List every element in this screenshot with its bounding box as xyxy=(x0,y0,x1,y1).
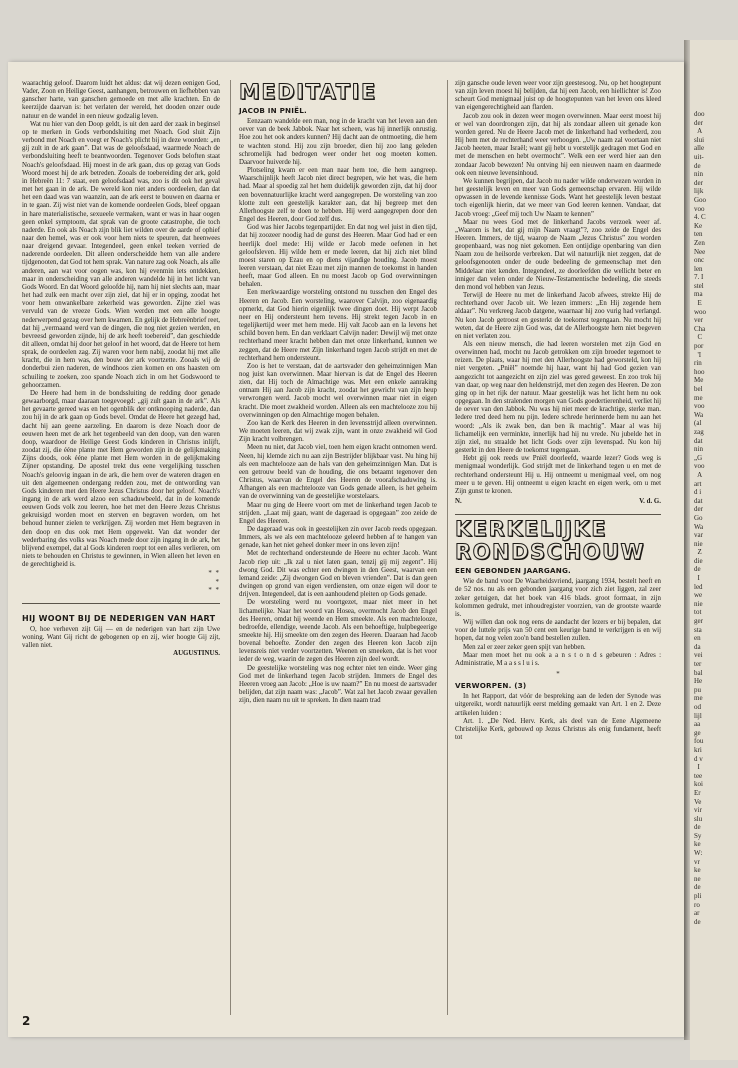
paragraph: Met de rechterhand ondersteunde de Heere nu echter Jacob. Want Jacob riep uit: „Ik zal u niet laten gaan, tenzij gij mij zegent”. Hij dwong God. Dit was echter een dwingen in den Geest, waarvan een lemand zeide: „Zij dwongen God en bleven vrienden”. Dat is dan geen dwingen op grond van eigen verdiensten, om onze eigen wil door te drijven. Integendeel, dat is een aanhoudend pleiten op Gods genade. xyxy=(239,550,437,599)
paragraph: Zoo is het te verstaan, dat de aartsvader den geheimzinnigen Man nog juist kan overwinnen. Maar hiervan is dat de Engel des Heeren zien, dat Hij toch de Almachtige was. Met een enkele aanraking ontnam Hij aan Jacob zijn kracht, zoodat het gewricht van zijn heup verwrongen werd. Jacob mocht wel overwinnen maar niet in eigen kracht. Die moet zwakheid worden. Alleen als een machtelooze zou hij overwinningen op den Almachtige mogen behalen. xyxy=(239,362,437,419)
signature-left: N. xyxy=(455,497,462,505)
paragraph: Een merkwaardige worsteling ontstond nu tusschen den Engel des Heeren en Jacob. Een worsteling, waarover Calvijn, zoo eigenaardig opmerkt, dat God hierin eigenlijk twee dingen doet. Hij werpt Jacob neer en Hij ondersteunt hem tevens. Hij strekt tegen Jacob in en tegelijkertijd weer met hem mede. Hij valt Jacob aan en la levens het schild boven hem. En dan verklaart Calvijn nader: Dewijl wij met onze rechterhand meer kracht hebben dan met onze linkerhand, kunnen we zeggen, dat de Heere met Zijn linkerhand tegen Jacob strijdt en met de rechterhand hem ondersteunt. xyxy=(239,289,437,362)
section-heading-rondschouw: RONDSCHOUW xyxy=(455,540,646,565)
paragraph: Maar nu wees God met de linkerhand Jacobs verzoek weer af. „Waarom is het, dat gij mijn Naam vraagt”?, zoo zeide de Engel des Heeren. Immers, de tijd, waarop de Naam „Jezus Christus” zou worden geopenbaard, was nog niet gekomen. Een ontijdige openbaring van dien Naam zou de heilsorde verbreken. Dat wil natuurlijk niet zeggen, dat de geloofsgenooten onder de oude bedeeling de gemeenschap met den Middelaar niet kenden. Integendeel, ze doorleefden die wellicht beter en inniger dan velen onder de Nieuw-Testamentische bedeeling, die steeds den mond vol hebben van Jezus. xyxy=(455,218,661,291)
section-heading-meditatie: MEDITATIE xyxy=(239,80,377,104)
paragraph: Maar nu ging de Heere voort om met de linkerhand tegen Jacob te strijden. „Laat mij gaan, want de dageraad is opgegaan” zoo zeide de Engel des Heeren. xyxy=(239,501,437,525)
column-right xyxy=(455,80,661,742)
paragraph: De worsteling werd nu voortgezet, maar niet meer in het lichamelijke. Naar het woord van Hosea, overmocht Jacob den Engel des Heeren, omdat hij weende en Hem smeekte. Als een machtelooze, bedroefde, ellendige, weende Jacob. Als een behoeftige, hulpbegeerige smeekte hij. Hij smeekte om den zegen des Heeren. Daaraan had Jacob bovenal behoefte. Zonder den zegen des Heeren kon Jacob zijn levensreis niet verder voortzetten. Weenen en smeeken, dat is het voor ieder de weg, waarin de zegen des Heeren zijn deel wordt. xyxy=(239,599,437,664)
paragraph: Eenzaam wandelde een man, nog in de kracht van het leven aan den oever van de beek Jabbok. Naar het scheen, was hij innerlijk onrustig. Hoe zou het ook anders kunnen? Hij dacht aan de ontmoeting, die hem te wachten stond. Hij zou zijn broeder, dien hij zoo lang geleden schromelijk had bedrogen weer onder het oog moeten komen. Daarvoor huiverde hij. xyxy=(239,118,437,166)
paragraph: De geestelijke worsteling was nog echter niet ten einde. Weer ging God met de linkerhand tegen Jacob strijden. Immers de Engel des Heeren vroeg aan Jacob: „Hoe is uw naam?” En nu moest de aartsvader belijden, dat zijn naam was: „Jacob”. Wat zal het Jacob zwaar gevallen zijn, dien naam nu uit te spreken. In dien naam trad xyxy=(239,664,437,705)
paragraph: Men zal er zeer zeker geen spijt van hebben. xyxy=(463,643,586,651)
paragraph: Hebt gij ook reeds uw Pniël doorleefd, waarde lezer? Gods weg is menigmaal wonderlijk. God strijdt met de linkerhand tegen u en met de rechterhand ondersteunt Hij u. Hij ontneemt u menigmaal veel, om nog meer u te geven. Hij ontneemt u eigen kracht en eigen werk, om u met Zijn gunst te kronen. xyxy=(455,455,661,495)
separator-star: * xyxy=(556,671,560,678)
paragraph: Wat nu hier van den Doop geldt, is uit den aard der zaak in beginsel op te merken in Gods verbondsluiting met Noach. God sluit Zijn verbond met Noach en voegt er Noach's plicht bij in deze woorden: „en gij zult in de ark gaan”. Dat was de geloofsdaad, waarmede Noach de verbondsluiting heeft te beantwoorden. Tegenover Gods beloften staat Noach's geloofsdaad. Hij moest in de ark gaan, dus op gezag van Gods Woord moest hij de ark betreden. Zooals de toebereiding der ark, gold in Hebreën 11: 7 staat, een geloofsdaad was, zoo is dit ook het geval met het gaan in de ark. De wereld kon niet anders oordeelen, dan dat het een daad was van waanzin, aan de ark eerst te bouwen en daarna er in te gaan. Zij wist niet van de komende oordeelen Gods, bleef opgaan in hare materialistische, sexueele vermaken, want er was in haar oogen geen enkel symptoom, dat sprak van de groote catastrophe, die toch naderde. En ook als Noach zijn blik liet wilden over de aarde of ophief naar den hemel, was er ook voor hem niets te speuren, dat heenwees naar dreigend gevaar. Integendeel, geen enkel teeken verried de naderende oordeelen. Dit alleen onderscheidde hem van alle andere tijdgenooten, dat God tot hem sprak. Van nature zag ook Noach, als alle anderen, aan wat voor oogen was, kon hij evenmin iets ontdekken, maar in onderscheiding van alle anderen wandelde hij in het licht van Gods Woord. En dat Woord geloofde hij, nam hij niet slechts aan, maar het had zulk een macht over zijn ziel, dat hij er in opging, zoodat het voor hem onwankelbare zekerheid was geworden. Zijne ziel was vervuld van de vreeze Gods. Wien werden met een alle hoogte nederwerpend gezag over hem kwamen. En gelijk de Hebreënbrief reet, dat hij „vermaand werd van de dingen, die nog niet gezien werden, en bevreesd geworden zijnde, hij de ark heeft toebereid”, dan geschiedde dit alleen, omdat hij door het geloof in het woord, dat de Heere tot hem sprak, de oordeelen zag. Zij waren voor hem nabij, zoodat hij met alle kracht, die in hem was, den bouw der ark voortzette. Zooals wij de donderbui zien naderen, de windhoos zien komen en ons haasten om schuiling te zoeken, zoo spande Noach zich in om het Godswoord te gehoorzamen. xyxy=(22,120,221,389)
column-divider xyxy=(447,80,448,1015)
divider xyxy=(22,603,220,604)
paragraph: zijn gansche oude leven weer voor zijn geestesoog. Nu, op het hoogtepunt van zijn leven moest hij belijden, dat hij een Jacob, een hiellichter is! Zoo scheurt God menigmaal juist op de hoogtepunten van het leven ons kleed van eigengerechtigheid aan flarden. xyxy=(455,80,661,112)
paragraph: In het Rapport, dat vóór de bespreking aan de leden der Synode was uitgereikt, wordt natuurlijk eerst melding gemaakt van Art. 1 en 2. Deze artikelen luiden : xyxy=(455,693,661,717)
signature-right: V. d. G. xyxy=(639,497,661,505)
paragraph: Meen nu niet, dat Jacob viel, toen hem eigen kracht ontnomen werd. Neen, hij klemde zich nu aan zijn Bestrijder blijkbaar vast. Nu hing hij als een machtelooze aan de hals van den geheimzinnigen Man. Dat is een getrouw beeld van de houding, die ons betaamt tegenover den Christus, waarvan de Engel des Heeren de voorafschaduwing is. Afhangen als een machtelooze van Gods genade alleen, is het geheim van de overwinning van de geestelijke worstelaars. xyxy=(239,444,437,501)
paragraph: De Heere had hem in de bondssluiting de redding door genade gewaarborgd, maar daaraan toegevoegd: „gij zult gaan in de ark”. Als het gevaarte gereed was en het ogenblik der ontknooping naderde, dan zou hij in de ark gaan op Gods bevel. Omdat de Heere het gezegd had, dacht hij aan geene aarzeling. En daarom is deze Noach door de eeuwen heen met de ark het tegenbeeld van den doop, van den waren doop, waardoor de Heilige Geest Gods kinderen in Christus inlijft, zoodat zij, die ééne plante met Hem geworden zijn in de gelijkmaking Zijns doods, ook ééne plante met Hem worden in de gelijkmaking Zijner opstanding. De apostel trekt dus eene vergelijking tusschen Noach's geloovig ingaan in de ark, die hem over de wateren dragen en uit den algemeenen ondergang redden zou, met de ontwording van Gods kinderen met den Heere Jezus Christus door het geloof. Noach's ingang in de ark werd alzoo een schaduwbeeld, dat in de komende eeuwen Gods volk zou leeren, hoe het met den Heere Jezus Christus gekruisigd worden moet en sterven en begraven worden, om het behoud hunner zielen te verkrijgen. Zij worden met Hem begraven in den doop en dus ook met Hem opgewekt. Van dat wonder der wederbaring des volks was Noach mede door zijn ingang in de ark, het blijvend exempel, dat al Gods kinderen roept tot een alles verlieren, om niets te behouden en Christus te gewinnen, in Wien alleen het leven en de gerechtigheid is. xyxy=(22,389,220,569)
section-heading-kerkelijke: KERKELIJKE xyxy=(455,517,608,542)
paragraph: Plotseling kwam er een man naar hem toe, die hem aangreep. Waarschijnlijk heeft Jacob niet direct begrepen, wie het was, die hem had. Maar al spoedig zal het hem duidelijk geworden zijn, dat hij door een bovennatuurlijke kracht werd aangegrepen. De worsteling van zoo klotte zult een geestelijk karakter aan, dat hij begreep met den Allerhoogste zelf te doen te hebben. Hij werd aangegrepen door den Engel des Heeren, door God zelf dus. xyxy=(239,167,437,224)
inset-text: O, hoe verheven zijt Gij — en de nederigen van hart zijn Uwe woning. Want Gij richt de gebogenen op en zij, wier hoogte Gij zijt, vallen niet. xyxy=(22,625,220,650)
paragraph: waarachtig geloof. Daarom luidt het aldus: dat wij dezen eenigen God, Vader, Zoon en Heilige Geest, aanhangen, betrouwen en liefhebben van ganscher harte, van ganschen gemoede en met alle krachten. En de keerzijde daarvan is: het verlaten der wereld, het dooden onzer oude natuur en de wandel in een nieuw godzalig leven. xyxy=(22,80,220,120)
adjacent-page-text: doo der A slui alle uit- de nin der lijk Goo voo 4. C Ke ten Zen Nee onc len 7. I stel ma E woo ver Cha C por 'I rin hoo Me bel me voo Wa (al zag dat nin „G voo A art d i dat der Go Wa var nie Z die de I led we nie tot ger sta en da vei ter bal He pu me od lijl aa ge fou kri d v I tee koi Er Ve vir slu de Sy ke W: vr ke ne de pli ro ar de xyxy=(694,110,707,926)
paragraph: We kunnen begrijpen, dat Jacob nu nader wilde onderwezen worden in het geestelijk leven en meer van Gods gemeenschap ervaren. Hij wilde opwassen in de levende kennisse Gods. Want het geestelijk leven bestaat toch eigenlijk hierin, dat we meer van God leeren kennen. Vandaar, dat Jacob vroeg: „Geef mij toch Uw Naam te kennen” xyxy=(455,177,661,218)
adjacent-page-edge xyxy=(690,40,738,1060)
article-signature xyxy=(455,498,661,506)
paragraph: Als een nieuw mensch, die had leeren worstelen met zijn God en overwinnen had, mocht nu Jacob getrokken om zijn broeder tegemoet te reizen. De plaats, waar hij met den Allerhoogste had geworsteld, kon hij niet vergeten. „Pniël” noemde hij haar, want hij had God gezien van aangezicht tot aangezicht en zijn ziel was gered geweest. En zoo trok hij van daar, op weg naar den heldenstrijd, met den zegen des Heeren. De zon ging op in het rijk der natuur. Maar geestelijk was het licht hem nu ook opgegaan. In den stralenden morgen van Gods goedertierenheid, verliet hij de oever van den Jabbok. Nu was hij niet meer de krachtige, sterke man. Iedere tred deed hem nu pijn. Iedere schrede herinnerde hem nu aan het woord: „Als ik zwak ben, dan ben ik machtig”. Maar al was hij lichamelijk een verminkte, innerlijk had hij nu vrede. Nu jubelde het in zijn ziel, nu straalde het licht Gods over zijn levenspad. Nu kon hij gesterkt in den Heere de toekomst tegengaan. xyxy=(455,341,661,455)
newspaper-page xyxy=(8,62,684,1037)
paragraph: Zoo kan de Kerk des Heeren in den levensstrijd alleen overwinnen. We moeten leeren, dat wij zwak zijn, want in onze zwakheid wil God Zijn kracht volbrengen. xyxy=(239,419,437,444)
divider xyxy=(455,514,661,515)
paragraph: Art. 1. „De Ned. Herv. Kerk, als deel van de Eene Algemeene Christelijke Kerk, gebouwd op Jezus Christus als enig fundament, heeft tot xyxy=(455,717,661,742)
paragraph: Jacob zou ook in dezen weer mogen overwinnen. Maar eerst moest hij er wel van doordrongen zijn, dat hij als zondaar alleen uit genade kon worden gered. Nu de Heere Jacob met de linkerhand had verhederd, zou Hij hem met de rechterhand weer verhoogen. „Uw naam zal voortaan niet Jacob heeten, maar Israël; want gij hebt u vorstelijk gedragen met God en met de menschen en hebt overmocht”. Welk een eer werd hier aan den zondaar Jacob bewezen! Nu ontving hij een nieuwen naam en daarmede ook een nieuwe levensinhoud. xyxy=(455,112,661,177)
article-subheading: EEN GEBONDEN JAARGANG. xyxy=(455,566,571,576)
section-end-stars: * * * * * xyxy=(208,570,220,594)
page-number: 2 xyxy=(22,1014,31,1028)
paragraph: Terwijl de Heere nu met de linkerhand Jacob afwees, strekte Hij de rechterhand over Jacob uit. We lezen immers: „En Hij zegende hem aldaar”. Nu verkreeg Jacob datgene, waarnaar hij zoo vurig had verlangd. Nu kon Jacob getroost en gesterkt de toekomst tegengaan. Nu mocht hij weten, dat de Heere zijn God was, dat de Allerhoogste hem niet begeven en niet verlaten zou. xyxy=(455,292,661,340)
paragraph: Maar men moet het nu ook a a n s t o n d s gebeuren : Adres : Administratie, M a a s s l u i s. xyxy=(455,651,661,667)
paragraph: Wie de band voor De Waarheidsvriend, jaargang 1934, bestelt heeft en de 52 nos. nu als een gebonden jaargang voor zich ziet liggen, zal zeer zeker getuigen, dat het boek van 416 blads. groot formaat, in zijn kolommen gedrukt, met inhoudregister voorzien, van de grootste waarde is. xyxy=(455,578,661,618)
article-subheading: VERWORPEN. (3) xyxy=(455,681,527,691)
article-subheading: JACOB IN PNIËL. xyxy=(239,106,307,115)
column-left xyxy=(22,80,220,658)
inset-author: AUGUSTINUS. xyxy=(173,650,220,658)
inset-title: HIJ WOONT BIJ DE NEDERIGEN VAN HART xyxy=(22,613,216,623)
paragraph: Wij willen dan ook nog eens de aandacht der lezers er bij bepalen, dat voor de luttele prijs van 50 cent een keurige band te verkrijgen is en wij hopen, dat nog velen zoo'n band bestellen zullen. xyxy=(455,619,661,643)
column-middle xyxy=(239,80,437,705)
paragraph: God was hier Jacobs tegenpartijder. En dat nog wel juist in dien tijd, dat hij zoozeer noodig had de gunst des Heeren. Maar God had er een heerlijk doel mede: Hij wilde er Jacob mede oefenen in het geloofsleven. Hij wilde hem er mede leeren, dat hij zich niet blind moest staren op Ezau en op diens vijandige houding. Jacob moest leeren verstaan, dat niet Ezau met zijn mannen de toekomst in handen heeft, maar God alleen. En nu moest Jacob op God overwinningen behalen. xyxy=(239,224,437,289)
column-divider xyxy=(230,80,231,1015)
paragraph: De dageraad was ook in geestelijken zin over Jacob reeds opgegaan. Immers, als we als een machtelooze geleerd hebben af te hangen van genade, kan het niet geheel donker meer in ons leven zijn! xyxy=(239,525,437,550)
